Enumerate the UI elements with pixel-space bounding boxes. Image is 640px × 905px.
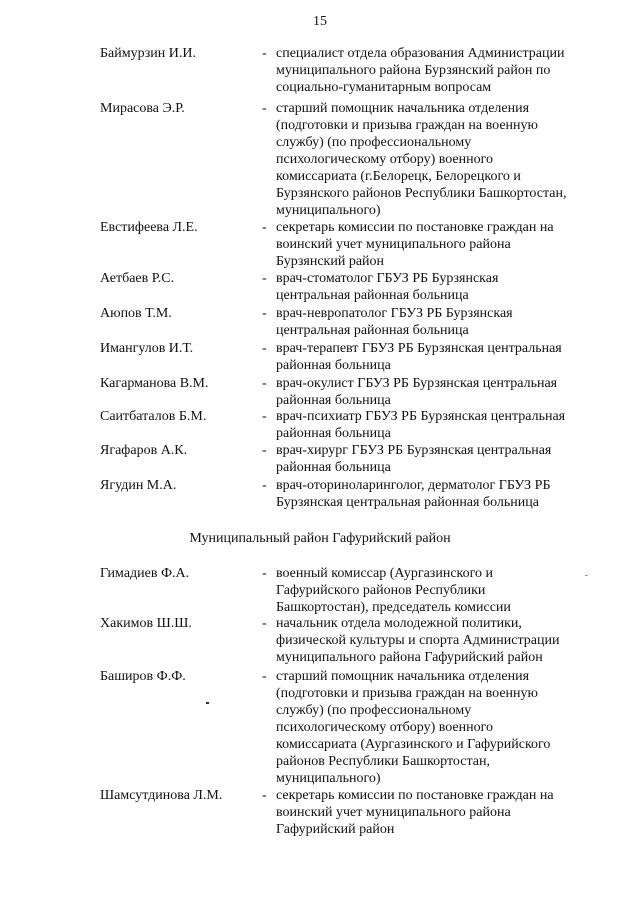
member-name: Мирасова Э.Р. <box>100 101 185 116</box>
dash-separator: - <box>262 306 267 321</box>
member-name: Евстифеева Л.Е. <box>100 220 198 235</box>
member-position: секретарь комиссии по постановке граждан на воинский учет муниципального района Гафурийский район <box>276 788 554 837</box>
member-name: Ягафаров А.К. <box>100 443 188 458</box>
member-position: врач-стоматолог ГБУЗ РБ Бурзянская центральная районная больница <box>276 271 499 303</box>
member-name: Баширов Ф.Ф. <box>100 669 186 684</box>
member-name: Аетбаев Р.С. <box>100 271 175 286</box>
dash-separator: - <box>262 409 267 424</box>
page-number: 15 <box>313 14 327 29</box>
member-name: Ягудин М.А. <box>100 478 177 493</box>
scan-mark <box>206 702 209 704</box>
dash-separator: - <box>262 46 267 61</box>
dash-separator: - <box>262 443 267 458</box>
member-name: Аюпов Т.М. <box>100 306 172 321</box>
member-position: военный комиссар (Аургазинского и Гафурийского районов Республики Башкортостан), председатель комиссии <box>276 566 511 615</box>
member-position: секретарь комиссии по постановке граждан на воинский учет муниципального района Бурзянский район <box>276 220 554 269</box>
dash-separator: - <box>262 669 267 684</box>
member-name: Гимадиев Ф.А. <box>100 566 190 581</box>
member-position: старший помощник начальника отделения (подготовки и призыва граждан на военную службу) (по профессиональному психологическому отбору) военного комиссариата (г.Белорецк, Белорецкого и Бурзянского районов Республики Башкортостан, муниципального) <box>276 101 567 218</box>
member-position: врач-невропатолог ГБУЗ РБ Бурзянская центральная районная больница <box>276 306 513 338</box>
member-position: врач-хирург ГБУЗ РБ Бурзянская центральная районная больница <box>276 443 552 475</box>
member-name: Шамсутдинова Л.М. <box>100 788 223 803</box>
dash-separator: - <box>262 566 267 581</box>
member-name: Имангулов И.Т. <box>100 341 194 356</box>
dash-separator: - <box>262 271 267 286</box>
member-position: старший помощник начальника отделения (подготовки и призыва граждан на военную службу) (по профессиональному психологическому отбору) военного комиссариата (Аургазинского и Гафурийского районов Республики Башкортостан, муниципального) <box>276 669 551 786</box>
member-position: специалист отдела образования Администрации муниципального района Бурзянский район по социально-гуманитарным вопросам <box>276 46 565 95</box>
dash-separator: - <box>262 478 267 493</box>
member-position: врач-оториноларинголог, дерматолог ГБУЗ РБ Бурзянская центральная районная больница <box>276 478 551 510</box>
member-name: Кагарманова В.М. <box>100 376 209 391</box>
dash-separator: - <box>262 101 267 116</box>
member-name: Саитбаталов Б.М. <box>100 409 207 424</box>
scan-mark <box>585 575 588 576</box>
dash-separator: - <box>262 376 267 391</box>
dash-separator: - <box>262 220 267 235</box>
member-position: врач-психиатр ГБУЗ РБ Бурзянская центральная районная больница <box>276 409 566 441</box>
member-position: врач-окулист ГБУЗ РБ Бурзянская центральная районная больница <box>276 376 558 408</box>
member-position: начальник отдела молодежной политики, физической культуры и спорта Администрации муниципального района Гафурийский район <box>276 616 560 665</box>
member-name: Баймурзин И.И. <box>100 46 197 61</box>
member-name: Хакимов Ш.Ш. <box>100 616 192 631</box>
member-position: врач-терапевт ГБУЗ РБ Бурзянская центральная районная больница <box>276 341 562 373</box>
dash-separator: - <box>262 788 267 803</box>
section-heading: Муниципальный район Гафурийский район <box>189 531 451 546</box>
dash-separator: - <box>262 341 267 356</box>
dash-separator: - <box>262 616 267 631</box>
